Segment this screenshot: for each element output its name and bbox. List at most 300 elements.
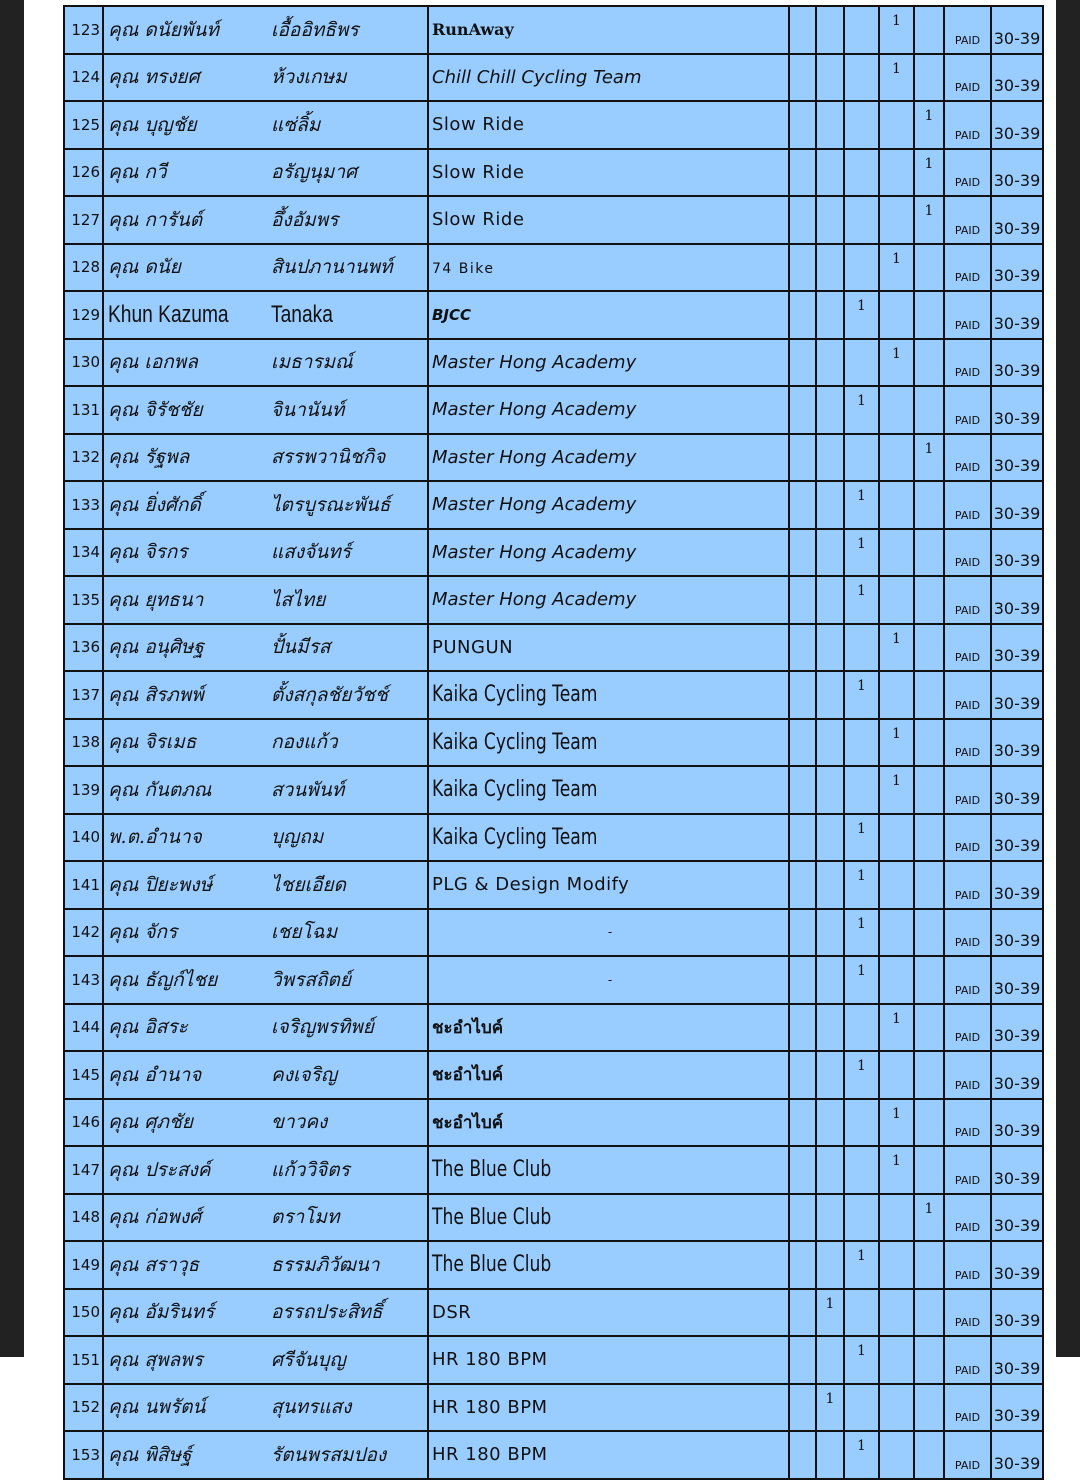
- team-name-text: HR 180 BPM: [432, 1349, 548, 1371]
- team-name-text: HR 180 BPM: [432, 1444, 548, 1466]
- payment-status: [944, 434, 991, 482]
- payment-status-text: PAID: [954, 223, 981, 237]
- age-group-text: 30-39: [993, 408, 1041, 428]
- age-group-text: 30-39: [993, 1453, 1041, 1473]
- payment-status: [944, 671, 991, 719]
- payment-status: [944, 6, 991, 54]
- team-name: [428, 244, 789, 292]
- category-cell-3: [844, 1004, 879, 1052]
- participants-table: [63, 5, 1044, 1480]
- team-name: [428, 624, 789, 672]
- team-name-text: -: [607, 925, 613, 940]
- team-name-text: Kaika Cycling Team: [432, 777, 598, 803]
- team-name: [428, 909, 789, 957]
- team-name-text: Master Hong Academy: [432, 541, 637, 563]
- category-cell-5: [914, 1004, 944, 1052]
- last-name-text: อึ้งอัมพร: [271, 208, 339, 231]
- category-cell-5-text: 1: [924, 1200, 934, 1217]
- table-row: [64, 814, 1043, 862]
- team-name: [428, 671, 789, 719]
- last-name-text: ตราโมท: [271, 1206, 340, 1229]
- category-cell-4: [879, 244, 914, 292]
- last-name: [269, 149, 428, 197]
- first-name: [103, 6, 269, 54]
- table-row: [64, 861, 1043, 909]
- row-number: [64, 719, 103, 767]
- category-cell-1: [789, 1194, 816, 1242]
- row-number: [64, 671, 103, 719]
- last-name: [269, 671, 428, 719]
- category-cell-5: [914, 529, 944, 577]
- team-name: [428, 1051, 789, 1099]
- payment-status: [944, 54, 991, 102]
- category-cell-2: [816, 576, 844, 624]
- payment-status: [944, 1146, 991, 1194]
- age-group: [991, 1194, 1043, 1242]
- category-cell-4: [879, 1004, 914, 1052]
- category-cell-3: [844, 671, 879, 719]
- category-cell-4: [879, 576, 914, 624]
- table-row: [64, 576, 1043, 624]
- row-number-text: 126: [71, 163, 100, 182]
- category-cell-4-text: 1: [892, 1153, 901, 1169]
- table-row: [64, 909, 1043, 957]
- row-number-text: 136: [71, 638, 100, 657]
- last-name-text: แสงจันทร์: [271, 541, 351, 564]
- category-cell-5: [914, 1384, 944, 1432]
- row-number-text: 137: [71, 685, 100, 704]
- last-name-text: บุญถม: [271, 826, 324, 849]
- team-name: [428, 1146, 789, 1194]
- last-name: [269, 101, 428, 149]
- team-name: [428, 54, 789, 102]
- category-cell-2: [816, 814, 844, 862]
- category-cell-4: [879, 1384, 914, 1432]
- category-cell-4: [879, 386, 914, 434]
- category-cell-3: [844, 481, 879, 529]
- age-group: [991, 671, 1043, 719]
- first-name: [103, 101, 269, 149]
- age-group-text: 30-39: [993, 1026, 1041, 1045]
- category-cell-5: [914, 386, 944, 434]
- table-row: [64, 1289, 1043, 1337]
- category-cell-5: [914, 101, 944, 149]
- first-name-text: คุณ อัมรินทร์: [108, 1301, 215, 1324]
- category-cell-1: [789, 244, 816, 292]
- first-name-text: คุณ นพรัตน์: [108, 1396, 206, 1419]
- table-row: [64, 244, 1043, 292]
- category-cell-1: [789, 719, 816, 767]
- team-name: [428, 196, 789, 244]
- row-number-text: 123: [71, 20, 100, 39]
- category-cell-5: [914, 861, 944, 909]
- row-number-text: 148: [71, 1208, 100, 1227]
- payment-status-text: PAID: [954, 1221, 981, 1234]
- category-cell-5-text: 1: [924, 155, 934, 172]
- category-cell-3: [844, 861, 879, 909]
- first-name-text: คุณ การันต์: [108, 208, 203, 231]
- payment-status-text: PAID: [954, 271, 981, 284]
- category-cell-4: [879, 1336, 914, 1384]
- first-name-text: คุณ ประสงค์: [108, 1158, 211, 1181]
- last-name: [269, 1336, 428, 1384]
- payment-status: [944, 196, 991, 244]
- category-cell-5: [914, 814, 944, 862]
- payment-status-text: PAID: [954, 1316, 981, 1329]
- left-letterbox: [0, 0, 24, 1357]
- category-cell-1: [789, 6, 816, 54]
- row-number: [64, 196, 103, 244]
- table-row: [64, 54, 1043, 102]
- row-number-text: 149: [71, 1255, 100, 1274]
- table-row: [64, 101, 1043, 149]
- category-cell-1: [789, 101, 816, 149]
- team-name-text: PLG & Design Modify: [432, 874, 630, 896]
- category-cell-4: [879, 149, 914, 197]
- table-row: [64, 1431, 1043, 1479]
- age-group: [991, 956, 1043, 1004]
- team-name: [428, 814, 789, 862]
- category-cell-3: [844, 101, 879, 149]
- last-name-text: Tanaka: [271, 300, 333, 328]
- last-name-text: สินปภานานพท์: [271, 256, 393, 279]
- category-cell-4-text: 1: [892, 725, 901, 742]
- age-group-text: 30-39: [993, 1311, 1041, 1330]
- last-name-text: แซ่ลิ้ม: [271, 113, 321, 136]
- payment-status: [944, 766, 991, 814]
- age-group: [991, 1051, 1043, 1099]
- last-name: [269, 861, 428, 909]
- category-cell-2: [816, 1431, 844, 1479]
- payment-status: [944, 244, 991, 292]
- payment-status-text: PAID: [954, 33, 981, 47]
- last-name-text: ไตรบูรณะพันธ์: [271, 493, 391, 516]
- category-cell-3: [844, 244, 879, 292]
- category-cell-1: [789, 386, 816, 434]
- category-cell-1: [789, 671, 816, 719]
- first-name: [103, 624, 269, 672]
- row-number-text: 125: [71, 115, 100, 134]
- row-number: [64, 1384, 103, 1432]
- row-number-text: 124: [71, 68, 100, 87]
- category-cell-2: [816, 244, 844, 292]
- category-cell-5: [914, 244, 944, 292]
- team-name: [428, 1336, 789, 1384]
- category-cell-5: [914, 434, 944, 482]
- category-cell-2: [816, 671, 844, 719]
- first-name-text: คุณ จิรกร: [108, 541, 188, 564]
- last-name: [269, 1051, 428, 1099]
- row-number: [64, 434, 103, 482]
- age-group: [991, 861, 1043, 909]
- category-cell-3: [844, 1431, 879, 1479]
- category-cell-4-text: 1: [892, 630, 901, 647]
- payment-status: [944, 1051, 991, 1099]
- payment-status-text: PAID: [954, 176, 981, 189]
- category-cell-2: [816, 861, 844, 909]
- category-cell-2: [816, 1099, 844, 1147]
- category-cell-5: [914, 671, 944, 719]
- age-group-text: 30-39: [993, 1216, 1041, 1235]
- row-number: [64, 1146, 103, 1194]
- age-group: [991, 1289, 1043, 1337]
- first-name-text: คุณ กวี: [108, 161, 167, 184]
- category-cell-3: [844, 1384, 879, 1432]
- table-row: [64, 719, 1043, 767]
- category-cell-4-text: 1: [892, 345, 901, 362]
- category-cell-1: [789, 1384, 816, 1432]
- category-cell-1: [789, 1146, 816, 1194]
- last-name: [269, 1004, 428, 1052]
- payment-status-text: PAID: [954, 318, 981, 332]
- last-name-text: ห้วงเกษม: [271, 66, 347, 89]
- first-name: [103, 54, 269, 102]
- row-number-text: 127: [71, 210, 100, 229]
- age-group-text: 30-39: [993, 978, 1041, 998]
- right-letterbox: [1056, 0, 1080, 1357]
- age-group-text: 30-39: [993, 218, 1041, 238]
- table-row: [64, 291, 1043, 339]
- first-name-text: คุณ สราวุธ: [108, 1253, 200, 1276]
- age-group-text: 30-39: [993, 551, 1041, 570]
- first-name: [103, 1004, 269, 1052]
- last-name: [269, 6, 428, 54]
- row-number: [64, 6, 103, 54]
- payment-status-text: PAID: [954, 651, 981, 664]
- category-cell-3-text: 1: [857, 1438, 866, 1454]
- team-name-text: Slow Ride: [432, 161, 525, 183]
- payment-status-text: PAID: [954, 1173, 981, 1187]
- category-cell-4: [879, 1099, 914, 1147]
- category-cell-1: [789, 1241, 816, 1289]
- payment-status-text: PAID: [954, 556, 981, 569]
- category-cell-3-text: 1: [857, 298, 866, 314]
- team-name: [428, 481, 789, 529]
- age-group-text: 30-39: [993, 313, 1041, 333]
- category-cell-5: [914, 1241, 944, 1289]
- category-cell-5: [914, 481, 944, 529]
- team-name-text: Master Hong Academy: [432, 399, 637, 421]
- payment-status-text: PAID: [954, 698, 981, 712]
- age-group-text: 30-39: [993, 1406, 1041, 1425]
- category-cell-1: [789, 1004, 816, 1052]
- team-name-text: Master Hong Academy: [432, 589, 637, 611]
- category-cell-1: [789, 624, 816, 672]
- first-name: [103, 1099, 269, 1147]
- category-cell-3: [844, 6, 879, 54]
- team-name: [428, 529, 789, 577]
- category-cell-4: [879, 54, 914, 102]
- team-name: [428, 386, 789, 434]
- payment-status-text: PAID: [954, 793, 981, 807]
- payment-status: [944, 149, 991, 197]
- last-name-text: ปั้นมีรส: [271, 636, 331, 659]
- row-number-text: 141: [71, 875, 100, 894]
- row-number-text: 131: [71, 400, 100, 419]
- first-name-text: คุณ สุพลพร: [108, 1348, 203, 1371]
- category-cell-4: [879, 291, 914, 339]
- category-cell-4: [879, 624, 914, 672]
- team-name-text: PUNGUN: [432, 636, 514, 658]
- team-name: [428, 861, 789, 909]
- last-name: [269, 956, 428, 1004]
- age-group: [991, 481, 1043, 529]
- payment-status-text: PAID: [954, 1078, 981, 1092]
- category-cell-5: [914, 1431, 944, 1479]
- row-number-text: 145: [71, 1065, 100, 1084]
- category-cell-2: [816, 149, 844, 197]
- first-name: [103, 1146, 269, 1194]
- last-name-text: ไสไทย: [271, 588, 326, 611]
- first-name-text: คุณ สิรภพพ์: [108, 683, 204, 706]
- category-cell-4: [879, 339, 914, 387]
- age-group: [991, 814, 1043, 862]
- team-name: [428, 1384, 789, 1432]
- category-cell-2: [816, 54, 844, 102]
- payment-status-text: PAID: [954, 461, 981, 474]
- last-name-text: เมธารมณ์: [271, 351, 353, 374]
- category-cell-4: [879, 434, 914, 482]
- age-group-text: 30-39: [993, 788, 1041, 808]
- first-name: [103, 339, 269, 387]
- first-name: [103, 956, 269, 1004]
- category-cell-2: [816, 1146, 844, 1194]
- table-row: [64, 149, 1043, 197]
- row-number-text: 130: [71, 353, 100, 372]
- category-cell-4: [879, 909, 914, 957]
- age-group-text: 30-39: [993, 741, 1041, 760]
- category-cell-4: [879, 1431, 914, 1479]
- row-number: [64, 244, 103, 292]
- payment-status-text: PAID: [954, 128, 981, 142]
- category-cell-4-text: 1: [892, 13, 901, 29]
- category-cell-5: [914, 291, 944, 339]
- table-row: [64, 956, 1043, 1004]
- row-number: [64, 54, 103, 102]
- first-name: [103, 149, 269, 197]
- age-group-text: 30-39: [993, 28, 1041, 48]
- table-row: [64, 196, 1043, 244]
- row-number: [64, 861, 103, 909]
- category-cell-3-text: 1: [857, 1343, 866, 1359]
- team-name-text: RunAway: [432, 20, 514, 40]
- age-group: [991, 624, 1043, 672]
- first-name: [103, 1241, 269, 1289]
- team-name: [428, 956, 789, 1004]
- first-name-text: คุณ ก่อพงศ์: [108, 1206, 202, 1229]
- category-cell-4: [879, 814, 914, 862]
- first-name: [103, 861, 269, 909]
- age-group-text: 30-39: [993, 836, 1041, 855]
- category-cell-3: [844, 386, 879, 434]
- age-group: [991, 1384, 1043, 1432]
- team-name-text: Master Hong Academy: [432, 446, 637, 468]
- category-cell-2: [816, 386, 844, 434]
- category-cell-5: [914, 1289, 944, 1337]
- first-name-text: คุณ บุญชัย: [108, 113, 197, 136]
- age-group: [991, 386, 1043, 434]
- last-name: [269, 1241, 428, 1289]
- first-name: [103, 529, 269, 577]
- first-name-text: คุณ จักร: [108, 921, 178, 944]
- last-name: [269, 1194, 428, 1242]
- row-number: [64, 481, 103, 529]
- team-name-text: Kaika Cycling Team: [432, 824, 598, 850]
- first-name: [103, 1431, 269, 1479]
- table-row: [64, 339, 1043, 387]
- category-cell-2: [816, 766, 844, 814]
- category-cell-3-text: 1: [857, 583, 866, 599]
- last-name: [269, 624, 428, 672]
- first-name: [103, 814, 269, 862]
- category-cell-5: [914, 196, 944, 244]
- first-name-text: Khun Kazuma: [108, 300, 229, 328]
- row-number: [64, 956, 103, 1004]
- category-cell-5: [914, 766, 944, 814]
- first-name-text: คุณ ยุทธนา: [108, 588, 204, 611]
- age-group: [991, 1431, 1043, 1479]
- category-cell-4: [879, 6, 914, 54]
- payment-status-text: PAID: [954, 1031, 981, 1044]
- row-number-text: 144: [71, 1018, 100, 1037]
- category-cell-1: [789, 529, 816, 577]
- table-row: [64, 529, 1043, 577]
- team-name: [428, 1004, 789, 1052]
- first-name: [103, 434, 269, 482]
- first-name-text: คุณ ทรงยศ: [108, 66, 200, 89]
- category-cell-1: [789, 766, 816, 814]
- category-cell-3-text: 1: [857, 488, 866, 504]
- category-cell-2-text: 1: [825, 1295, 835, 1312]
- age-group: [991, 291, 1043, 339]
- category-cell-3: [844, 814, 879, 862]
- category-cell-5: [914, 1194, 944, 1242]
- table-row: [64, 434, 1043, 482]
- category-cell-4: [879, 1194, 914, 1242]
- last-name-text: คงเจริญ: [271, 1063, 338, 1086]
- first-name: [103, 244, 269, 292]
- first-name: [103, 196, 269, 244]
- team-name-text: Slow Ride: [432, 209, 525, 231]
- category-cell-4: [879, 1289, 914, 1337]
- last-name-text: ไชยเอียด: [271, 873, 346, 896]
- category-cell-3-text: 1: [857, 393, 866, 409]
- payment-status: [944, 339, 991, 387]
- age-group-text: 30-39: [993, 646, 1041, 665]
- last-name: [269, 291, 428, 339]
- age-group-text: 30-39: [993, 693, 1041, 713]
- team-name: [428, 719, 789, 767]
- age-group-text: 30-39: [993, 503, 1041, 523]
- first-name: [103, 1194, 269, 1242]
- category-cell-3: [844, 54, 879, 102]
- last-name-text: แก้ววิจิตร: [271, 1158, 350, 1181]
- category-cell-5: [914, 719, 944, 767]
- category-cell-5: [914, 909, 944, 957]
- age-group: [991, 244, 1043, 292]
- category-cell-2: [816, 291, 844, 339]
- category-cell-4-text: 1: [892, 250, 901, 267]
- team-name-text: -: [607, 972, 613, 987]
- last-name: [269, 434, 428, 482]
- first-name-text: คุณ ศุภชัย: [108, 1111, 193, 1134]
- team-name: [428, 766, 789, 814]
- category-cell-5: [914, 54, 944, 102]
- first-name-text: คุณ รัฐพล: [108, 446, 190, 469]
- category-cell-3: [844, 1194, 879, 1242]
- last-name-text: อรัญนุมาศ: [271, 161, 358, 184]
- row-number: [64, 149, 103, 197]
